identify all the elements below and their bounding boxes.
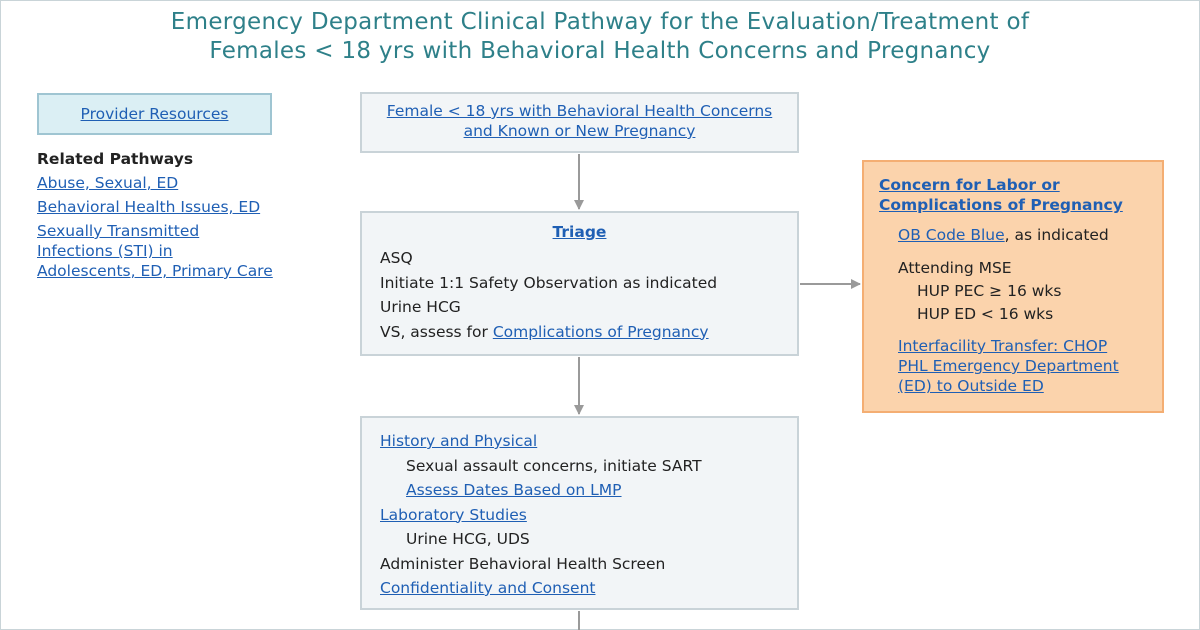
related-pathways-heading: Related Pathways: [37, 150, 194, 168]
interfacility-transfer-link-line-3[interactable]: (ED) to Outside ED: [898, 377, 1044, 395]
concern-heading-link-line-1[interactable]: Concern for Labor or: [879, 176, 1060, 194]
ob-code-suffix: , as indicated: [1004, 226, 1109, 244]
hup-ed-text: HUP ED < 16 wks: [917, 305, 1054, 323]
attending-mse-text: Attending MSE: [898, 259, 1012, 277]
lab-detail-text: Urine HCG, UDS: [406, 530, 530, 548]
related-link-behavioral-health[interactable]: Behavioral Health Issues, ED: [37, 198, 261, 216]
confidentiality-consent-link[interactable]: Confidentiality and Consent: [380, 579, 596, 597]
start-link-line-1[interactable]: Female < 18 yrs with Behavioral Health Concerns: [386, 102, 773, 120]
triage-heading-link[interactable]: Triage: [552, 223, 607, 241]
related-link-sti-line-1[interactable]: Sexually Transmitted: [37, 222, 200, 240]
triage-urine-hcg: Urine HCG: [380, 298, 461, 316]
related-link-abuse[interactable]: Abuse, Sexual, ED: [37, 174, 179, 192]
assess-dates-lmp-link[interactable]: Assess Dates Based on LMP: [406, 481, 622, 499]
related-link-sti-line-3[interactable]: Adolescents, ED, Primary Care: [37, 262, 273, 280]
interfacility-transfer-link-line-1[interactable]: Interfacility Transfer: CHOP: [898, 337, 1108, 355]
behavioral-health-screen-text: Administer Behavioral Health Screen: [380, 554, 666, 573]
history-physical-link[interactable]: History and Physical: [380, 432, 538, 450]
sart-text: Sexual assault concerns, initiate SART: [406, 456, 702, 475]
interfacility-transfer-link-line-2[interactable]: PHL Emergency Department: [898, 357, 1119, 375]
title-line-1: Emergency Department Clinical Pathway for the Evaluation/Treatment of: [170, 9, 1030, 35]
provider-resources-link[interactable]: Provider Resources: [80, 105, 229, 123]
related-link-sti-line-2[interactable]: Infections (STI) in: [37, 242, 173, 260]
start-link-line-2[interactable]: and Known or New Pregnancy: [463, 122, 696, 140]
triage-asq: ASQ: [380, 249, 413, 267]
triage-safety-observation: Initiate 1:1 Safety Observation as indicated: [380, 273, 718, 292]
complications-of-pregnancy-link[interactable]: Complications of Pregnancy: [492, 322, 709, 341]
title-line-2: Females < 18 yrs with Behavioral Health Concerns and Pregnancy: [209, 38, 991, 64]
laboratory-studies-link[interactable]: Laboratory Studies: [380, 505, 527, 524]
ob-code-blue-link[interactable]: OB Code Blue: [898, 226, 1005, 244]
hup-pec-text: HUP PEC ≥ 16 wks: [917, 282, 1062, 300]
triage-vs-text: VS, assess for: [380, 322, 493, 341]
concern-heading-link-line-2[interactable]: Complications of Pregnancy: [879, 196, 1123, 214]
